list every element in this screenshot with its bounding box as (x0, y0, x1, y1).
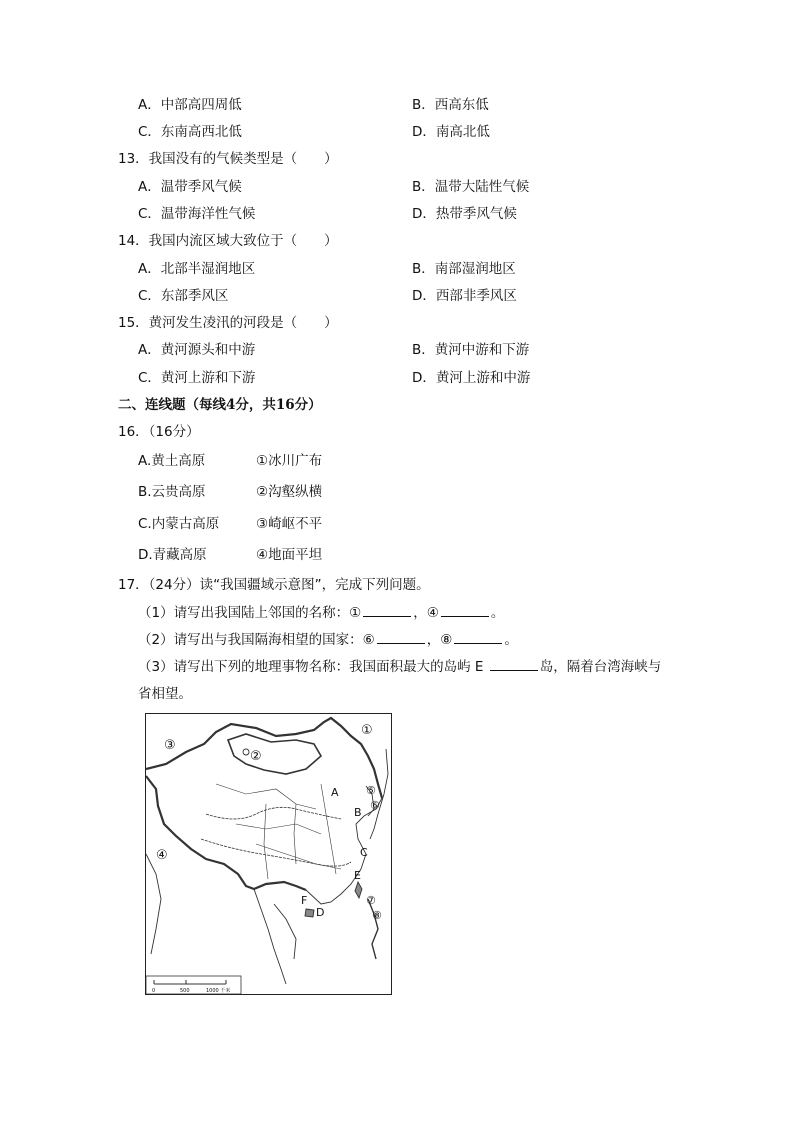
answer-blank[interactable] (377, 631, 425, 644)
china-territory-map (145, 713, 392, 995)
answer-blank[interactable] (441, 604, 489, 617)
q12-option-b: B．西高东低 (412, 97, 489, 113)
q17-part3-cont: 省相望。 (138, 686, 192, 702)
q17-part2 (138, 631, 518, 649)
q17-part3-text: 岛，隔着台湾海峡与 (539, 659, 662, 675)
q17-part1-text: （1）请写出我国陆上邻国的名称：① (138, 605, 362, 621)
scale-label: 1000 千米 (206, 988, 231, 994)
q15-stem: 15．黄河发生凌汛的河段是（ ） (118, 315, 338, 331)
map-label-4: ④ (156, 848, 168, 863)
map-label-8: ⑧ (372, 909, 382, 922)
q14-option-a: A．北部半湿润地区 (138, 261, 256, 277)
q15-option-b: B．黄河中游和下游 (412, 342, 530, 358)
q16-right-item: ③崎岖不平 (256, 516, 323, 532)
q13-option-a: A．温带季风气候 (138, 179, 242, 195)
map-label-6: ⑥ (370, 799, 380, 812)
q17-part1 (138, 604, 504, 622)
q16-stem: 16．（16分） (118, 424, 200, 440)
q16-right-item: ①冰川广布 (256, 453, 323, 469)
q17-part2-text: ，⑧ (426, 632, 453, 648)
q17-part2-text: 。 (504, 632, 518, 648)
q12-option-a: A．中部高四周低 (138, 97, 242, 113)
answer-blank[interactable] (490, 658, 538, 671)
q16-left-item: D.青藏高原 (138, 547, 207, 563)
map-label-c: C (360, 846, 368, 859)
q13-stem: 13．我国没有的气候类型是（ ） (118, 151, 338, 167)
q17-part3-text: （3）请写出下列的地理事物名称：我国面积最大的岛屿 E (138, 659, 488, 675)
map-label-3: ③ (164, 738, 176, 753)
q14-option-d: D．西部非季风区 (412, 288, 517, 304)
q13-option-b: B．温带大陆性气候 (412, 179, 530, 195)
q13-option-c: C．温带海洋性气候 (138, 206, 256, 222)
q16-left-item: C.内蒙古高原 (138, 516, 220, 532)
map-label-f: F (301, 894, 308, 907)
q13-option-d: D．热带季风气候 (412, 206, 517, 222)
q17-part1-text: ，④ (413, 605, 439, 621)
map-label-1: ① (361, 723, 373, 738)
answer-blank[interactable] (363, 604, 411, 617)
scale-label: 500 (180, 988, 190, 994)
map-scale-bar (146, 976, 241, 994)
q16-right-item: ④地面平坦 (256, 547, 323, 563)
q16-right-item: ②沟壑纵横 (256, 484, 323, 500)
q14-option-b: B．南部湿润地区 (412, 261, 516, 277)
q17-part3 (138, 658, 661, 676)
q12-option-d: D．南高北低 (412, 124, 490, 140)
q15-option-c: C．黄河上游和下游 (138, 370, 256, 386)
map-label-5: ⑤ (366, 784, 376, 797)
map-label-d: D (316, 906, 325, 919)
q14-stem: 14．我国内流区域大致位于（ ） (118, 233, 338, 249)
q16-left-item: B.云贵高原 (138, 484, 206, 500)
section-heading: 二、连线题（每线4分，共16分） (118, 397, 322, 413)
q15-option-d: D．黄河上游和中游 (412, 370, 531, 386)
map-label-b: B (354, 806, 362, 819)
q17-part2-text: （2）请写出与我国隔海相望的国家：⑥ (138, 632, 375, 648)
answer-blank[interactable] (454, 631, 502, 644)
map-label-a: A (331, 786, 339, 799)
map-drawing (146, 714, 391, 994)
q12-option-c: C．东南高西北低 (138, 124, 242, 140)
q17-stem: 17．（24分）读“我国疆域示意图”，完成下列问题。 (118, 577, 430, 593)
map-label-2: ② (250, 749, 262, 764)
scale-label: 0 (152, 988, 156, 994)
q15-option-a: A．黄河源头和中游 (138, 342, 256, 358)
q16-left-item: A.黄土高原 (138, 453, 206, 469)
map-label-e: E (354, 869, 361, 882)
map-label-7: ⑦ (366, 894, 376, 907)
q14-option-c: C．东部季风区 (138, 288, 229, 304)
q17-part1-text: 。 (490, 605, 505, 621)
